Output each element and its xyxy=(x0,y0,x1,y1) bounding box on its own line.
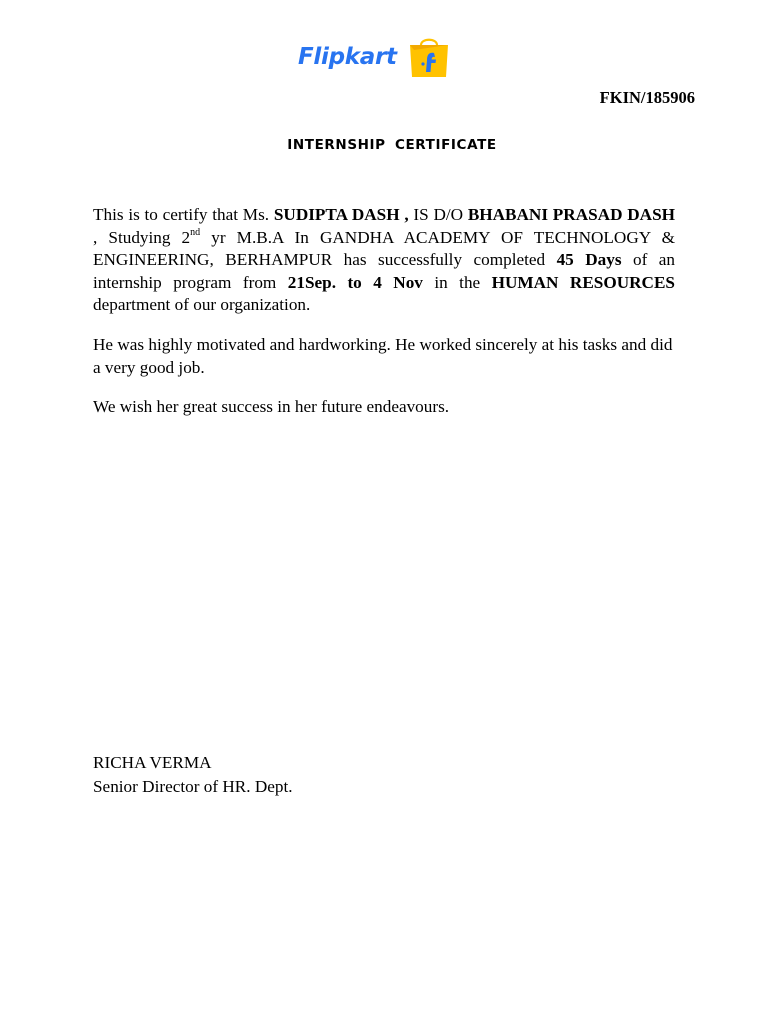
department-name: HUMAN RESOURCES xyxy=(491,272,675,292)
shopping-bag-icon xyxy=(407,36,451,78)
reference-number: FKIN/185906 xyxy=(599,88,695,107)
signatory-designation: Senior Director of HR. Dept. xyxy=(93,776,293,796)
flipkart-logo xyxy=(298,36,451,78)
text: yr M.B.A In GANDHA ACADEMY OF TECHNOLOGY & ENGINEERING, BERHAMPUR has successfully completed xyxy=(93,227,675,270)
logo-text: Flipkart xyxy=(298,44,397,70)
intern-name: SUDIPTA DASH , xyxy=(273,205,409,224)
parent-name: BHABANI PRASAD DASH xyxy=(467,205,676,224)
certification-paragraph xyxy=(93,204,675,317)
wishes-paragraph: We wish her great success in her future endeavours. xyxy=(93,397,450,416)
text: of an internship program from xyxy=(93,250,676,292)
text: , Studying 2 xyxy=(93,227,191,247)
performance-paragraph: He was highly motivated and hardworking. He worked sincerely at his tasks and did a very good job. xyxy=(93,335,673,377)
text: This is to certify that Ms. xyxy=(93,205,274,224)
text: IS D/O xyxy=(408,205,468,224)
signatory-name: RICHA VERMA xyxy=(93,753,212,772)
duration: 45 Days xyxy=(556,250,622,270)
certificate-title: INTERNSHIP CERTIFICATE xyxy=(287,137,497,153)
text: department of our organization. xyxy=(93,295,311,315)
ordinal-suffix: nd xyxy=(190,226,201,238)
internship-dates: 21Sep. to 4 Nov xyxy=(287,272,423,292)
text: in the xyxy=(422,272,492,292)
signature-block xyxy=(93,751,293,798)
